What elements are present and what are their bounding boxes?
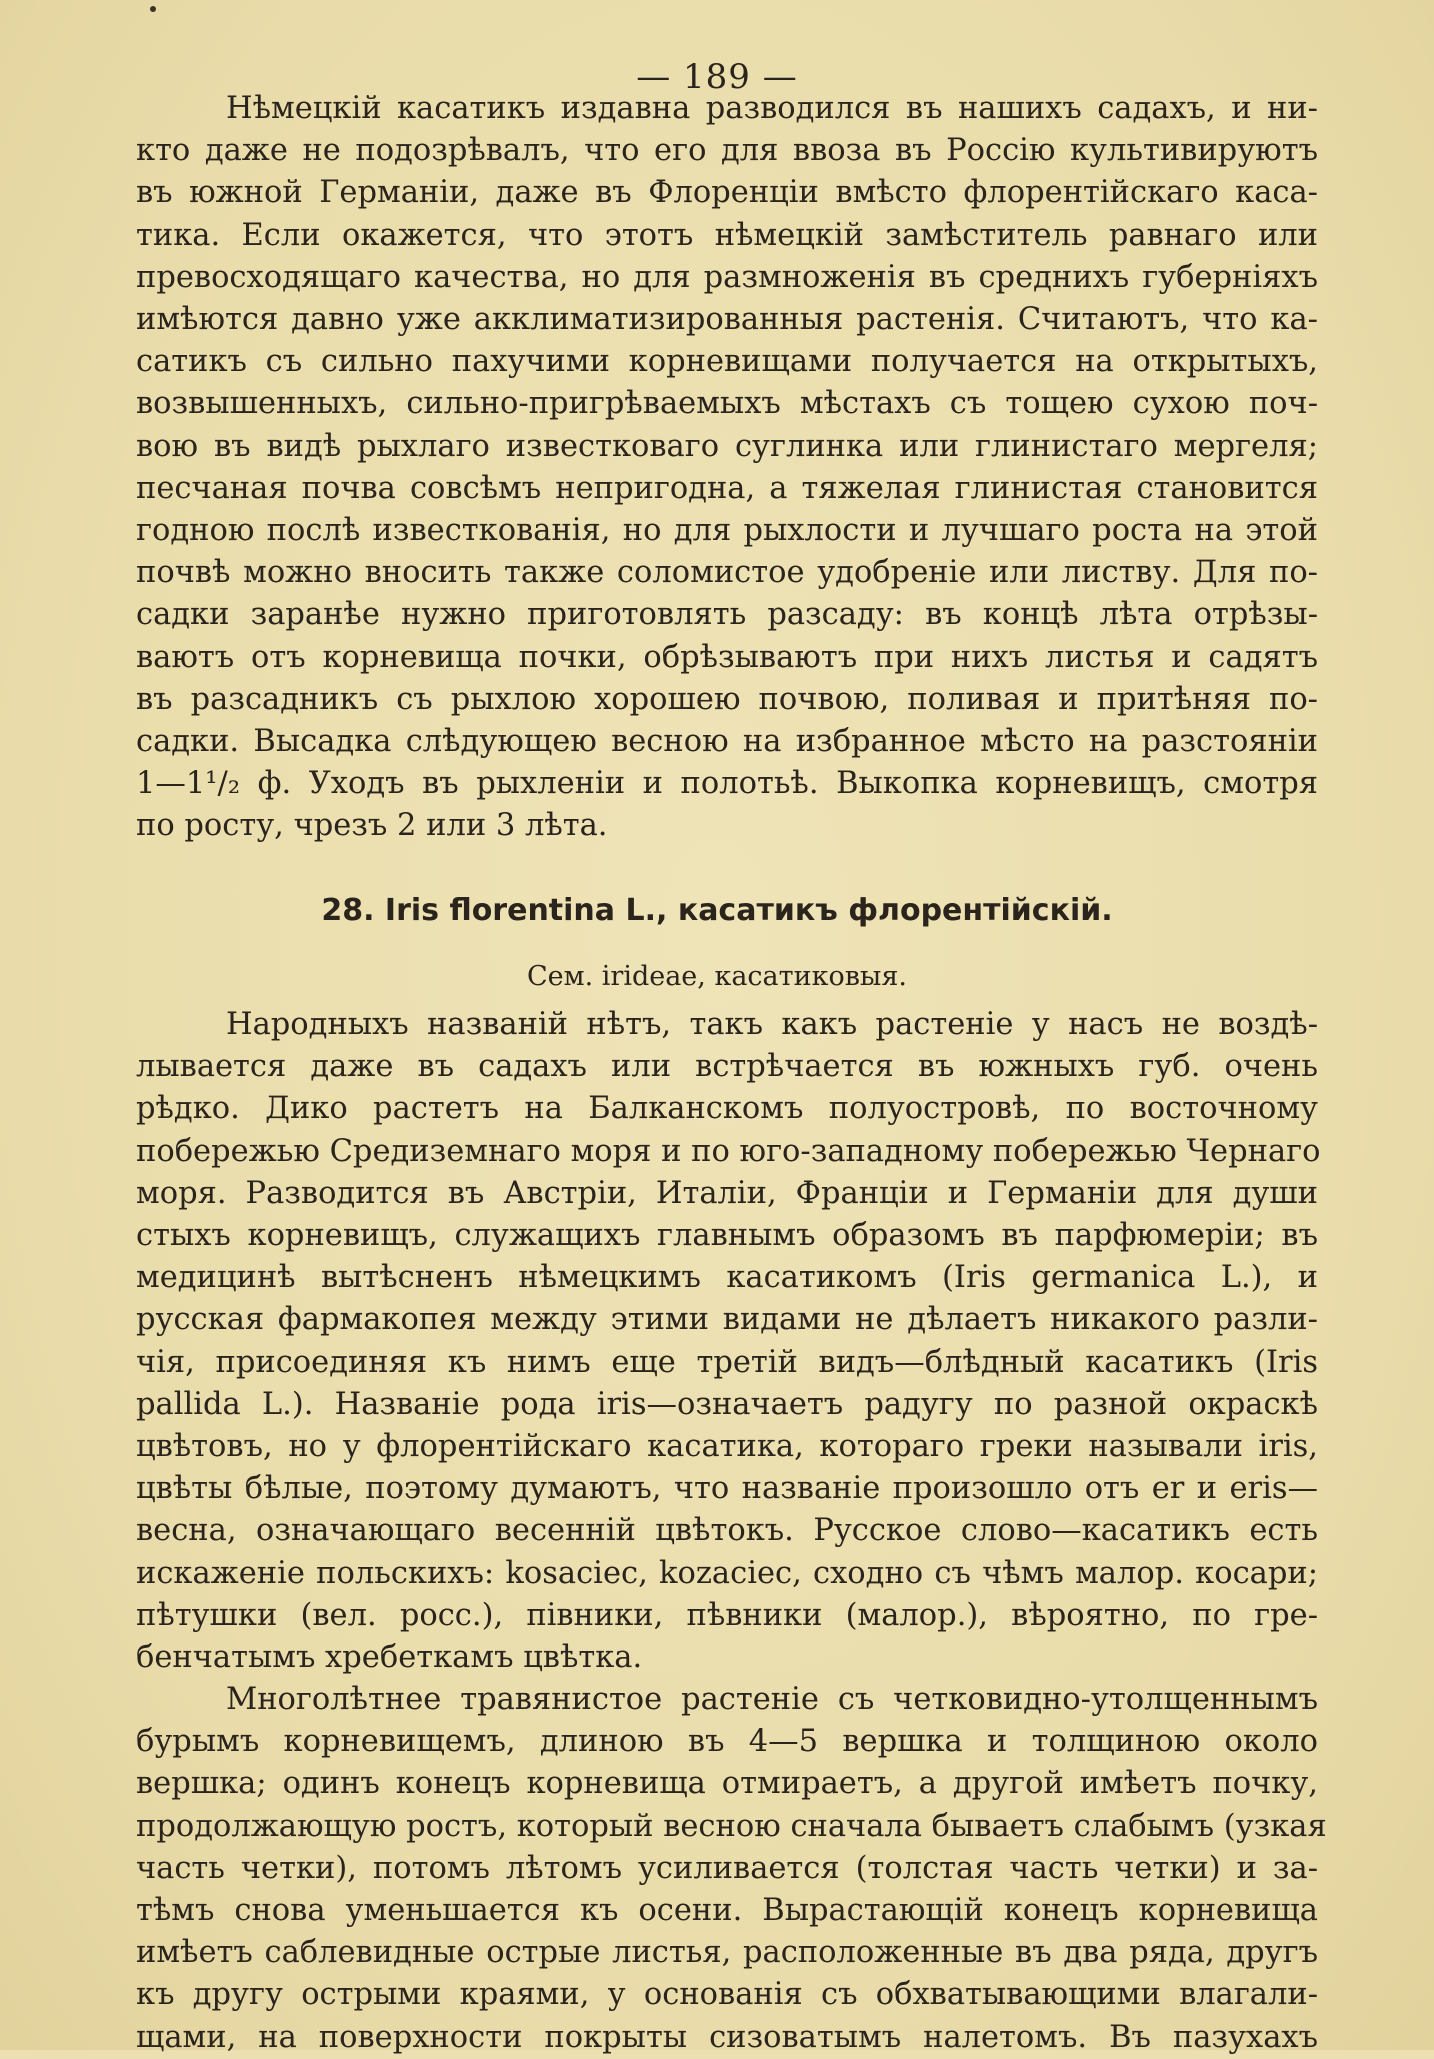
text-line: въ южной Германіи, даже въ Флоренціи вмѣсто флорентійскаго каса- [136,175,1318,211]
text-line: пѣтушки (вел. росс.), півники, пѣвники (малор.), вѣроятно, по гре- [136,1597,1318,1633]
text-line: часть четки), потомъ лѣтомъ усиливается (толстая часть четки) и за- [136,1850,1318,1886]
text-line: цвѣты бѣлые, поэтому думаютъ, что названіе произошло отъ er и eris— [136,1471,1318,1507]
section-family: Сем. irideae, касатиковыя. [526,961,908,992]
text-line: русская фармакопея между этими видами не дѣлаетъ никакого разли- [136,1302,1318,1338]
text-line: бенчатымъ хребеткамъ цвѣтка. [136,1640,643,1676]
text-line: стыхъ корневищъ, служащихъ главнымъ образомъ въ парфюмеріи; въ [136,1218,1318,1254]
text-line: Народныхъ названій нѣтъ, такъ какъ растеніе у насъ не воздѣ- [226,1007,1318,1042]
text-line: Многолѣтнее травянистое растеніе съ четковидно-утолщеннымъ [226,1682,1318,1717]
text-line: вою въ видѣ рыхлаго известковаго суглинка или глинистаго мергеля; [136,428,1318,464]
text-line: имѣются давно уже акклиматизированныя растенія. Считаютъ, что ка- [136,302,1318,338]
text-line: побережью Средиземнаго моря и по юго-западному побережью Чернаго [136,1133,1321,1169]
text-line: бурымъ корневищемъ, длиною въ 4—5 вершка и толщиною около [136,1724,1318,1760]
text-line: превосходящаго качества, но для размноженія въ среднихъ губерніяхъ [136,259,1318,295]
paragraph-description [136,1679,1327,2059]
text-line: въ разсадникъ съ рыхлою хорошею почвою, поливая и притѣняя по- [136,681,1318,717]
text-line: имѣетъ саблевидные острые листья, расположенные въ два ряда, другъ [136,1935,1318,1971]
text-line: продолжающую ростъ, который весною сначала бываетъ слабымъ (узкая [136,1808,1327,1844]
paragraph-german-iris [136,88,1318,848]
text-line: садки заранѣе нужно приготовлять разсаду: въ концѣ лѣта отрѣзы- [136,597,1318,633]
text-line: кто даже не подозрѣвалъ, что его для ввоза въ Россію культивируютъ [136,133,1318,169]
text-line: рѣдко. Дико растетъ на Балканскомъ полуостровѣ, по восточному [136,1091,1318,1127]
text-line: Нѣмецкій касатикъ издавна разводился въ нашихъ садахъ, и ни- [226,91,1318,126]
page-number: — 189 — [636,57,798,97]
text-line: медицинѣ вытѣсненъ нѣмецкимъ касатикомъ (Iris germanica L.), и [136,1260,1318,1296]
text-line: весна, означающаго весенній цвѣтокъ. Русское слово—касатикъ есть [136,1513,1318,1549]
text-line: pallida L.). Названіе рода iris—означаетъ радугу по разной окраскѣ [136,1386,1318,1422]
text-line: чія, присоединяя къ нимъ еще третій видъ—блѣдный касатикъ (Iris [136,1344,1318,1380]
text-line: къ другу острыми краями, у основанія съ обхватывающими влагали- [136,1977,1318,2013]
text-line: тика. Если окажется, что этотъ нѣмецкій замѣститель равнаго или [136,217,1318,253]
text-line: почвѣ можно вносить также соломистое удобреніе или листву. Для по- [136,555,1318,591]
text-line: моря. Разводится въ Австріи, Италіи, Франціи и Германіи для души [136,1175,1318,1211]
ink-speck [150,6,156,12]
text-line: вершка; одинъ конецъ корневища отмираетъ, а другой имѣетъ почку, [136,1766,1318,1802]
text-line: тѣмъ снова уменьшается къ осени. Вырастающій конецъ корневища [136,1893,1318,1929]
text-line: по росту, чрезъ 2 или 3 лѣта. [136,808,608,844]
text-line: возвышенныхъ, сильно-пригрѣваемыхъ мѣстахъ съ тощею сухою поч- [136,386,1318,422]
paragraph-names [136,1004,1321,1679]
text-line: 1—1¹/₂ ф. Уходъ въ рыхленіи и полотьѣ. Выкопка корневищъ, смотря [136,766,1318,802]
text-line: сатикъ съ сильно пахучими корневищами получается на открытыхъ, [136,344,1318,380]
text-line: ваютъ отъ корневища почки, обрѣзываютъ при нихъ листья и садятъ [136,639,1318,675]
section-title: 28. Iris florentina L., касатикъ флорентійскій. [321,893,1113,928]
text-line: цвѣтовъ, но у флорентійскаго касатика, котораго греки называли iris, [136,1429,1318,1465]
text-line: песчаная почва совсѣмъ непригодна, а тяжелая глинистая становится [136,470,1318,506]
text-line: годною послѣ известкованія, но для рыхлости и лучшаго роста на этой [136,513,1318,549]
text-line: щами, на поверхности покрыты сизоватымъ налетомъ. Въ пазухахъ [136,2019,1318,2055]
text-line: садки. Высадка слѣдующею весною на избранное мѣсто на разстояніи [136,724,1318,760]
text-line: искаженіе польскихъ: kosaciec, kozaciec, сходно съ чѣмъ малор. косари; [136,1555,1318,1591]
text-line: лывается даже въ садахъ или встрѣчается въ южныхъ губ. очень [136,1049,1318,1085]
